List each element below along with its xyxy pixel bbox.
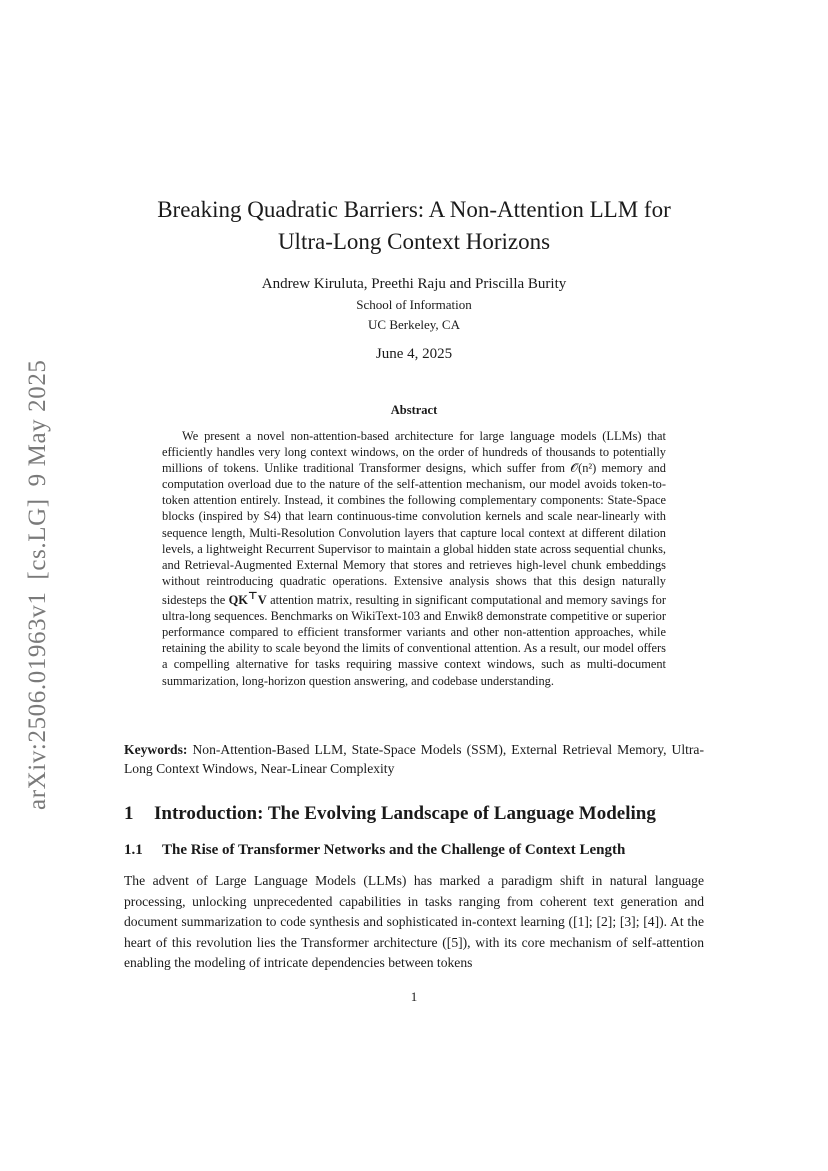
arxiv-date: 9 May 2025 <box>24 359 51 487</box>
arxiv-identifier-stamp <box>24 345 58 825</box>
paper-title-line-1: Breaking Quadratic Barriers: A Non-Attention LLM for <box>157 197 671 222</box>
subsection-number: 1.1 <box>124 842 143 858</box>
section-number: 1 <box>124 803 134 824</box>
attention-matrix-qk: QK <box>228 593 248 608</box>
keywords <box>124 740 704 778</box>
complexity-notation: 𝒪(n²) <box>570 461 597 476</box>
page-number: 1 <box>410 989 418 1004</box>
arxiv-category: [cs.LG] <box>24 498 51 580</box>
transpose-symbol: ⊤ <box>247 590 258 602</box>
intro-paragraph: The advent of Large Language Models (LLMs) has marked a paradigm shift in natural language processing, unlocking unprecedented capabilities in tasks ranging from coherent text generation and document summarization to code synthesis and sophisticated in-context learning ([1]; [2]; [3]; [4]). At the heart of this revolution lies the Transformer architecture ([5]), with its core mechanism of self-attention enabling the modeling of intricate dependencies between tokens <box>124 873 704 971</box>
section-title: Introduction: The Evolving Landscape of Language Modeling <box>154 803 656 824</box>
subsection-heading <box>124 842 714 859</box>
affiliation-location: UC Berkeley, CA <box>368 317 460 332</box>
abstract-text-part-3: attention matrix, resulting in significant computational and memory savings for ultra-long sequences. Benchmarks on WikiText-103 and Enwik8 demonstrate competitive or superior performance compared to efficient transformer variants and other non-attention approaches, while retaining the ability to scale beyond the limits of conventional attention. As a result, our model offers a compelling alternative for tasks requiring massive context windows, such as multi-document summarization, long-horizon question answering, and codebase understanding. <box>162 593 666 688</box>
paper-date: June 4, 2025 <box>375 346 453 362</box>
keywords-label: Keywords: <box>124 742 188 757</box>
abstract-text-part-2: memory and computation overload due to the nature of the self-attention mechanism, our model avoids token-to-token attention entirely. Instead, it combines the following complementary components: State-Space blocks (inspired by S4) that learn continuous-time convolution kernels and scale near-linearly with sequence length, Multi-Resolution Convolution layers that capture local context at different dilation levels, a lightweight Recurrent Supervisor to maintain a global hidden state across sequential chunks, and Retrieval-Augmented External Memory that stores and retrieves high-level chunk embeddings without reintroducing quadratic operations. Extensive analysis shows that this design naturally sidesteps the <box>162 461 666 608</box>
author-list: Andrew Kiruluta, Preethi Raju and Priscilla Burity <box>261 276 567 292</box>
paper-title <box>100 194 728 258</box>
subsection-title: The Rise of Transformer Networks and the Challenge of Context Length <box>162 842 626 858</box>
arxiv-id: arXiv:2506.01963v1 <box>24 591 51 811</box>
keywords-list: Non-Attention-Based LLM, State-Space Models (SSM), External Retrieval Memory, Ultra-Long Context Windows, Near-Linear Complexity <box>124 742 704 776</box>
attention-matrix-v: V <box>257 593 267 608</box>
section-heading <box>124 803 714 825</box>
affiliation-school: School of Information <box>356 297 472 312</box>
paper-title-line-2: Ultra-Long Context Horizons <box>277 229 551 254</box>
abstract-body <box>162 428 666 689</box>
abstract-heading: Abstract <box>390 403 438 417</box>
abstract-text-part-1: We present a novel non-attention-based architecture for large language models (LLMs) that efficiently handles very long context windows, on the order of hundreds of thousands to potentially millions of tokens. Unlike traditional Transformer designs, which suffer from <box>162 429 666 476</box>
attention-matrix-notation <box>228 590 267 608</box>
